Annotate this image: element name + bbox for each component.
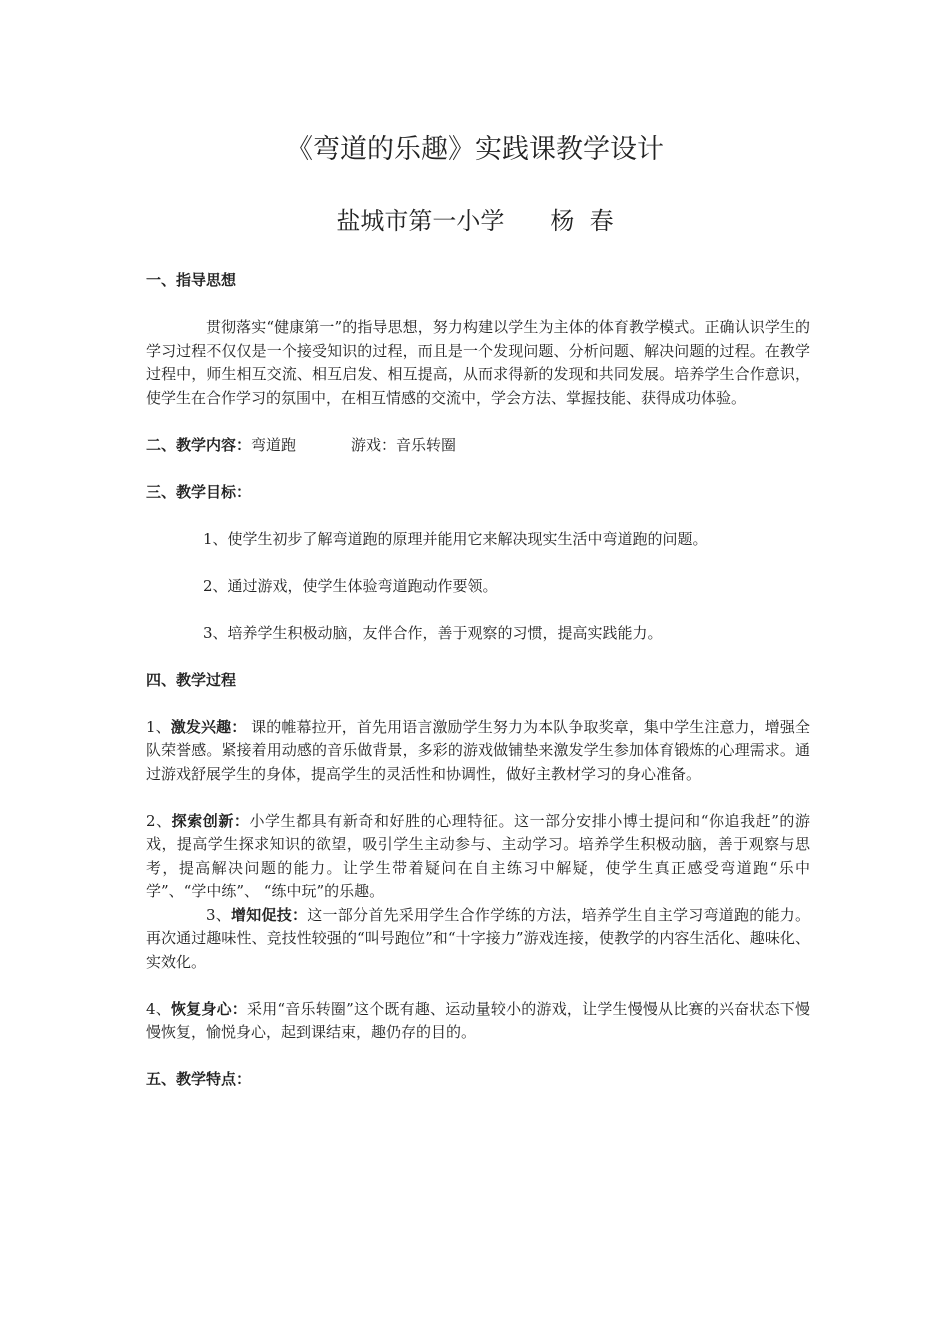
process-label: 增知促技： bbox=[231, 905, 308, 924]
process-label: 恢复身心： bbox=[170, 999, 248, 1018]
process-paragraph-3 bbox=[146, 904, 810, 975]
document-title: 《弯道的乐趣》实践课教学设计 bbox=[286, 134, 664, 165]
process-number: 1、 bbox=[146, 717, 171, 736]
process-text: 课的帷幕拉开，首先用语言激励学生努力为本队争取奖章，集中学生注意力，增强全队荣誉感。紧接着用动感的音乐做背景，多彩的游戏做铺垫来激发学生参加体育锻炼的心理需求。通过游戏舒展学生的身体，提高学生的灵活性和协调性，做好主教材学习的身心准备。 bbox=[146, 717, 810, 783]
teaching-content-item: 弯道跑 bbox=[251, 435, 297, 454]
author-name: 杨 春 bbox=[550, 207, 614, 235]
section-heading-guiding-ideology: 一、指导思想 bbox=[146, 271, 237, 289]
section-heading-teaching-content: 二、教学内容： bbox=[146, 435, 252, 454]
teaching-goal-1: 1、使学生初步了解弯道跑的原理并能用它来解决现实生活中弯道跑的问题。 bbox=[203, 529, 708, 548]
process-label: 探索创新： bbox=[171, 811, 250, 830]
section-heading-teaching-goals: 三、教学目标： bbox=[146, 482, 252, 501]
school-name: 盐城市第一小学 bbox=[336, 207, 505, 235]
document-body bbox=[146, 269, 810, 1092]
process-label: 激发兴趣： bbox=[170, 717, 247, 736]
process-number: 4、 bbox=[146, 999, 171, 1018]
teaching-content-game: 游戏：音乐转圈 bbox=[351, 435, 457, 454]
process-text: 小学生都具有新奇和好胜的心理特征。这一部分安排小博士提问和“你追我赶”的游戏，提高学生探求知识的欲望，吸引学生主动参与、主动学习。培养学生积极动脑，善于观察与思考，提高解决问题的能力。让学生带着疑问在自主练习中解疑，使学生真正感受弯道跑“乐中学”、“学中练”、 “练中玩”的乐趣。 bbox=[146, 811, 810, 900]
section-heading-teaching-process: 四、教学过程 bbox=[146, 670, 237, 689]
process-paragraph-4 bbox=[146, 998, 810, 1045]
process-paragraph-1 bbox=[146, 716, 810, 787]
section-heading-teaching-features: 五、教学特点： bbox=[146, 1070, 252, 1088]
process-number: 2、 bbox=[146, 811, 172, 830]
section-teaching-content bbox=[146, 434, 810, 458]
document-subtitle bbox=[0, 205, 950, 237]
process-text: 这一部分首先采用学生合作学练的方法，培养学生自主学习弯道跑的能力。再次通过趣味性、竞技性较强的“叫号跑位”和“十字接力”游戏连接，使教学的内容生活化、趣味化、实效化。 bbox=[146, 905, 810, 971]
process-number: 3、 bbox=[206, 905, 232, 924]
process-paragraph-2 bbox=[146, 810, 810, 904]
guiding-ideology-paragraph: 贯彻落实“健康第一”的指导思想，努力构建以学生为主体的体育教学模式。正确认识学生的学习过程不仅仅是一个接受知识的过程，而且是一个发现问题、分析问题、解决问题的过程。在教学过程中，师生相互交流、相互启发、相互提高，从而求得新的发现和共同发展。培养学生合作意识，使学生在合作学习的氛围中，在相互情感的交流中，学会方法、掌握技能、获得成功体验。 bbox=[146, 318, 810, 407]
process-text: 采用“音乐转圈”这个既有趣、运动量较小的游戏，让学生慢慢从比赛的兴奋状态下慢慢恢复，愉悦身心，起到课结束，趣仍存的目的。 bbox=[146, 999, 811, 1041]
teaching-goal-2: 2、通过游戏，使学生体验弯道跑动作要领。 bbox=[203, 576, 498, 595]
teaching-goal-3: 3、培养学生积极动脑，友伴合作，善于观察的习惯，提高实践能力。 bbox=[203, 623, 663, 642]
